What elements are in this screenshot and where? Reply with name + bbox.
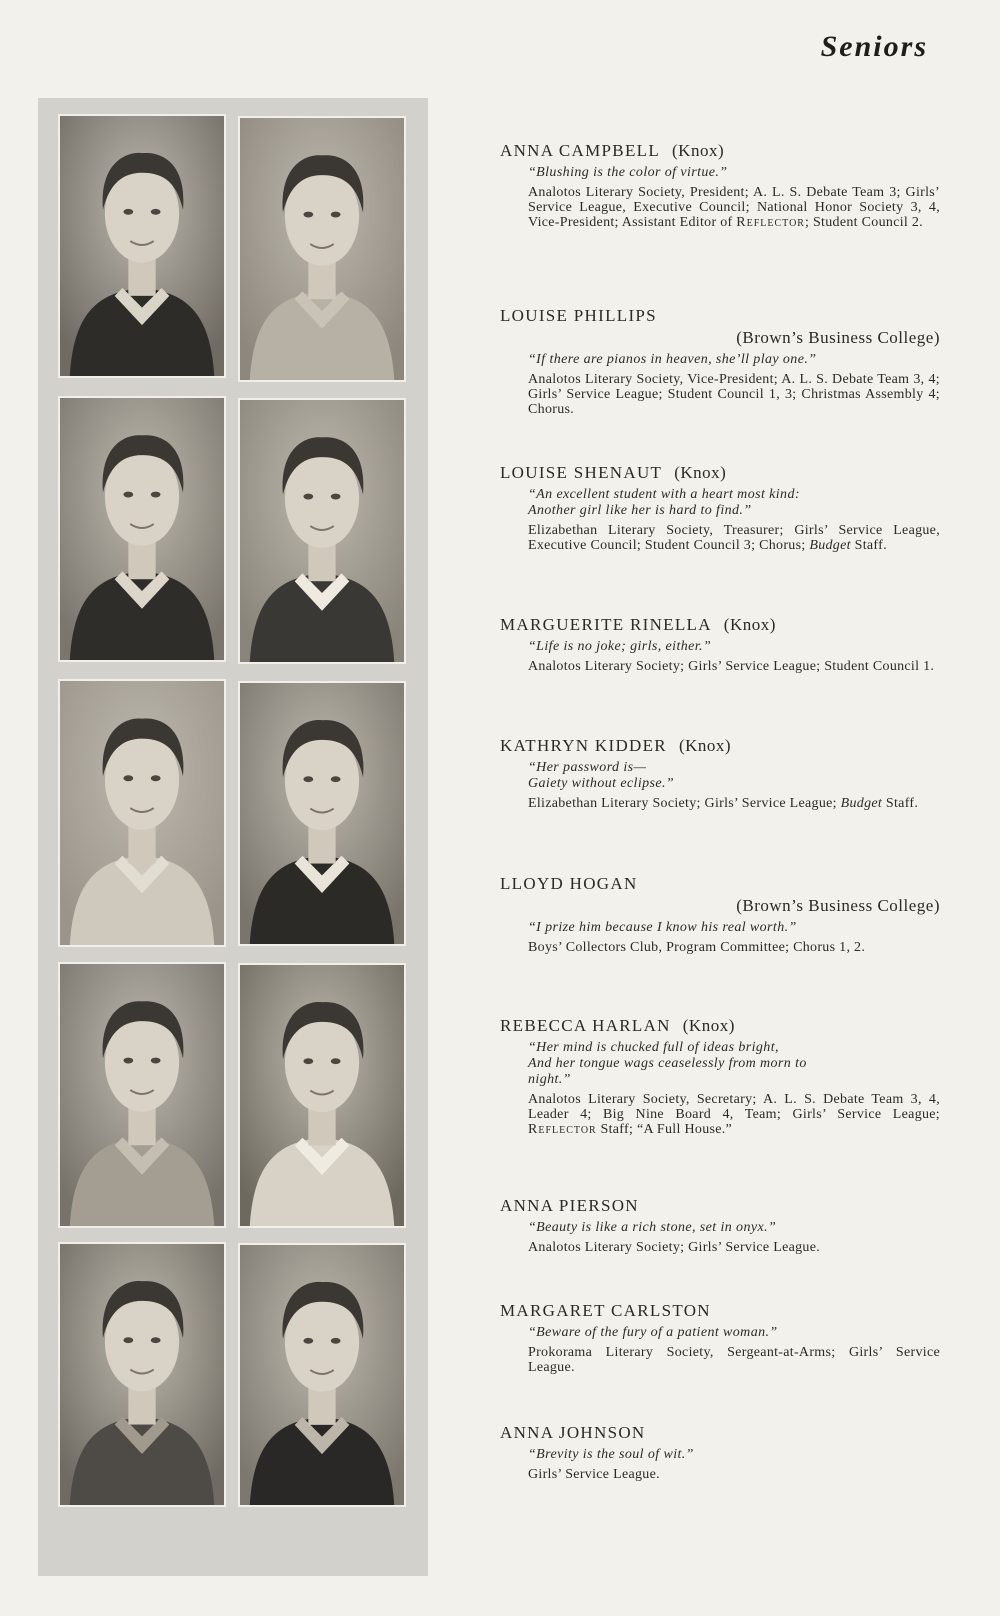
senior-quote: “Blushing is the color of virtue.” <box>528 165 728 180</box>
senior-entry <box>500 1195 940 1255</box>
senior-activities <box>528 1092 940 1137</box>
portrait-rebecca-harlan <box>58 962 226 1228</box>
activity-text: Analotos Literary Society; Girls’ Service League. <box>528 1240 821 1255</box>
portrait-eye-right <box>151 775 161 781</box>
senior-quote: “Her password is— Gaiety without eclipse.” <box>528 760 675 791</box>
senior-activities <box>528 523 940 553</box>
senior-name: MARGARET CARLSTON <box>500 1301 711 1320</box>
senior-entry <box>500 1300 940 1375</box>
senior-quote: “Beauty is like a rich stone, set in onyx.” <box>528 1220 777 1235</box>
portrait-eye-left <box>123 492 133 498</box>
senior-name: LLOYD HOGAN <box>500 874 638 893</box>
portrait-louise-shenaut <box>58 396 226 662</box>
senior-name-line <box>500 462 940 484</box>
senior-college: (Brown’s Business College) <box>736 328 940 347</box>
publication-name: Budget <box>840 796 883 811</box>
activity-text: Elizabethan Literary Society; Girls’ Service League; <box>528 796 841 811</box>
senior-activities <box>528 1240 940 1255</box>
portrait-eye-left <box>303 212 313 218</box>
senior-quote: “Her mind is chucked full of ideas bright, And her tongue wags ceaselessly from morn to night.” <box>528 1040 807 1087</box>
portrait-eye-left <box>303 494 313 500</box>
activity-text: Girls’ Service League. <box>528 1467 660 1482</box>
senior-college: (Knox) <box>678 736 732 755</box>
senior-quote: “Beware of the fury of a patient woman.” <box>528 1325 778 1340</box>
senior-quote: “Brevity is the soul of wit.” <box>528 1447 694 1462</box>
senior-activities <box>528 659 940 674</box>
senior-name: LOUISE SHENAUT <box>500 463 663 482</box>
senior-name-line <box>500 873 940 895</box>
senior-name-line <box>500 140 940 162</box>
activity-text: Staff. <box>882 796 919 811</box>
activity-text: Analotos Literary Society; Girls’ Service League; Student Council 1. <box>528 659 935 674</box>
portrait-eye-right <box>151 209 161 215</box>
activity-text: Analotos Literary Society, Vice-President; A. L. S. Debate Team 3, 4; Girls’ Service League; Student Council 1, 3; Christmas Assembly 4; Chorus. <box>528 372 940 417</box>
senior-entry <box>500 305 940 417</box>
senior-name-line <box>500 614 940 636</box>
portrait-eye-right <box>151 1337 161 1343</box>
senior-name: LOUISE PHILLIPS <box>500 306 657 325</box>
senior-activities <box>528 372 940 417</box>
senior-quote: “Life is no joke; girls, either.” <box>528 639 712 654</box>
activity-text: ; Student Council 2. <box>804 215 923 230</box>
senior-name-line <box>500 1015 940 1037</box>
senior-entry <box>500 140 940 230</box>
activity-text: Staff; “A Full House.” <box>596 1122 733 1137</box>
page-heading: Seniors <box>820 30 928 63</box>
portrait-anna-johnson <box>238 1243 406 1507</box>
portrait-eye-left <box>303 1058 313 1064</box>
activity-text: Elizabethan Literary Society, Treasurer; Girls’ Service League, Executive Council; Student Council 3; Chorus; <box>528 523 940 553</box>
portrait-eye-right <box>331 1058 341 1064</box>
senior-college: (Knox) <box>723 615 776 634</box>
portrait-eye-left <box>123 775 133 781</box>
portrait-marguerite-rinella <box>238 398 406 664</box>
senior-college: (Knox) <box>682 1016 735 1035</box>
senior-name: ANNA PIERSON <box>500 1196 639 1215</box>
portrait-eye-right <box>331 776 341 782</box>
portrait-louise-phillips <box>238 116 406 382</box>
senior-name: KATHRYN KIDDER <box>500 736 667 755</box>
senior-quote: “An excellent student with a heart most kind: Another girl like her is hard to find.” <box>528 487 800 518</box>
senior-name: REBECCA HARLAN <box>500 1016 671 1035</box>
senior-activities <box>528 1467 940 1482</box>
senior-college: (Knox) <box>672 141 725 160</box>
senior-entry <box>500 462 940 553</box>
senior-entry <box>500 1422 940 1482</box>
senior-entry <box>500 614 940 674</box>
portrait-margaret-carlston <box>58 1242 226 1507</box>
portrait-eye-right <box>331 212 341 218</box>
activity-text: Boys’ Collectors Club, Program Committee; Chorus 1, 2. <box>528 940 866 955</box>
senior-name-line <box>500 305 940 327</box>
senior-name: ANNA JOHNSON <box>500 1423 646 1442</box>
portrait-eye-right <box>151 1058 161 1064</box>
portrait-anna-campbell <box>58 114 226 378</box>
portrait-eye-left <box>303 1338 313 1344</box>
portrait-eye-right <box>331 494 341 500</box>
senior-name-line <box>500 1300 940 1322</box>
portrait-lloyd-hogan <box>238 681 406 946</box>
senior-college: (Knox) <box>674 463 727 482</box>
senior-activities <box>528 796 940 811</box>
portrait-eye-left <box>303 776 313 782</box>
senior-activities <box>528 185 940 230</box>
senior-activities <box>528 940 940 955</box>
senior-entry <box>500 735 940 811</box>
senior-name: MARGUERITE RINELLA <box>500 615 712 634</box>
senior-entry <box>500 873 940 955</box>
senior-college: (Brown’s Business College) <box>736 896 940 915</box>
portrait-kathryn-kidder <box>58 679 226 947</box>
activity-text: Analotos Literary Society, President; A. L. S. Debate Team 3; Girls’ Service League, Executive Council; National Honor Society 3, 4, Vice-President; Assistant Editor of <box>528 185 940 230</box>
portrait-eye-left <box>123 1058 133 1064</box>
senior-name: ANNA CAMPBELL <box>500 141 660 160</box>
portrait-eye-left <box>123 209 133 215</box>
publication-name: Budget <box>809 538 851 553</box>
portrait-eye-right <box>331 1338 341 1344</box>
senior-quote: “I prize him because I know his real worth.” <box>528 920 797 935</box>
senior-activities <box>528 1345 940 1375</box>
publication-name: Reflector <box>736 215 805 230</box>
portrait-anna-pierson <box>238 963 406 1228</box>
senior-name-line <box>500 735 940 757</box>
senior-name-line <box>500 1422 940 1444</box>
senior-name-line <box>500 1195 940 1217</box>
publication-name: Reflector <box>528 1122 597 1137</box>
activity-text: Staff. <box>850 538 887 553</box>
activity-text: Prokorama Literary Society, Sergeant-at-Arms; Girls’ Service League. <box>528 1345 940 1375</box>
activity-text: Analotos Literary Society, Secretary; A. L. S. Debate Team 3, 4, Leader 4; Big Nine Board 4, Team; Girls’ Service League; <box>528 1092 940 1122</box>
portrait-eye-right <box>151 492 161 498</box>
portrait-eye-left <box>123 1337 133 1343</box>
senior-quote: “If there are pianos in heaven, she’ll play one.” <box>528 352 817 367</box>
senior-entry <box>500 1015 940 1137</box>
